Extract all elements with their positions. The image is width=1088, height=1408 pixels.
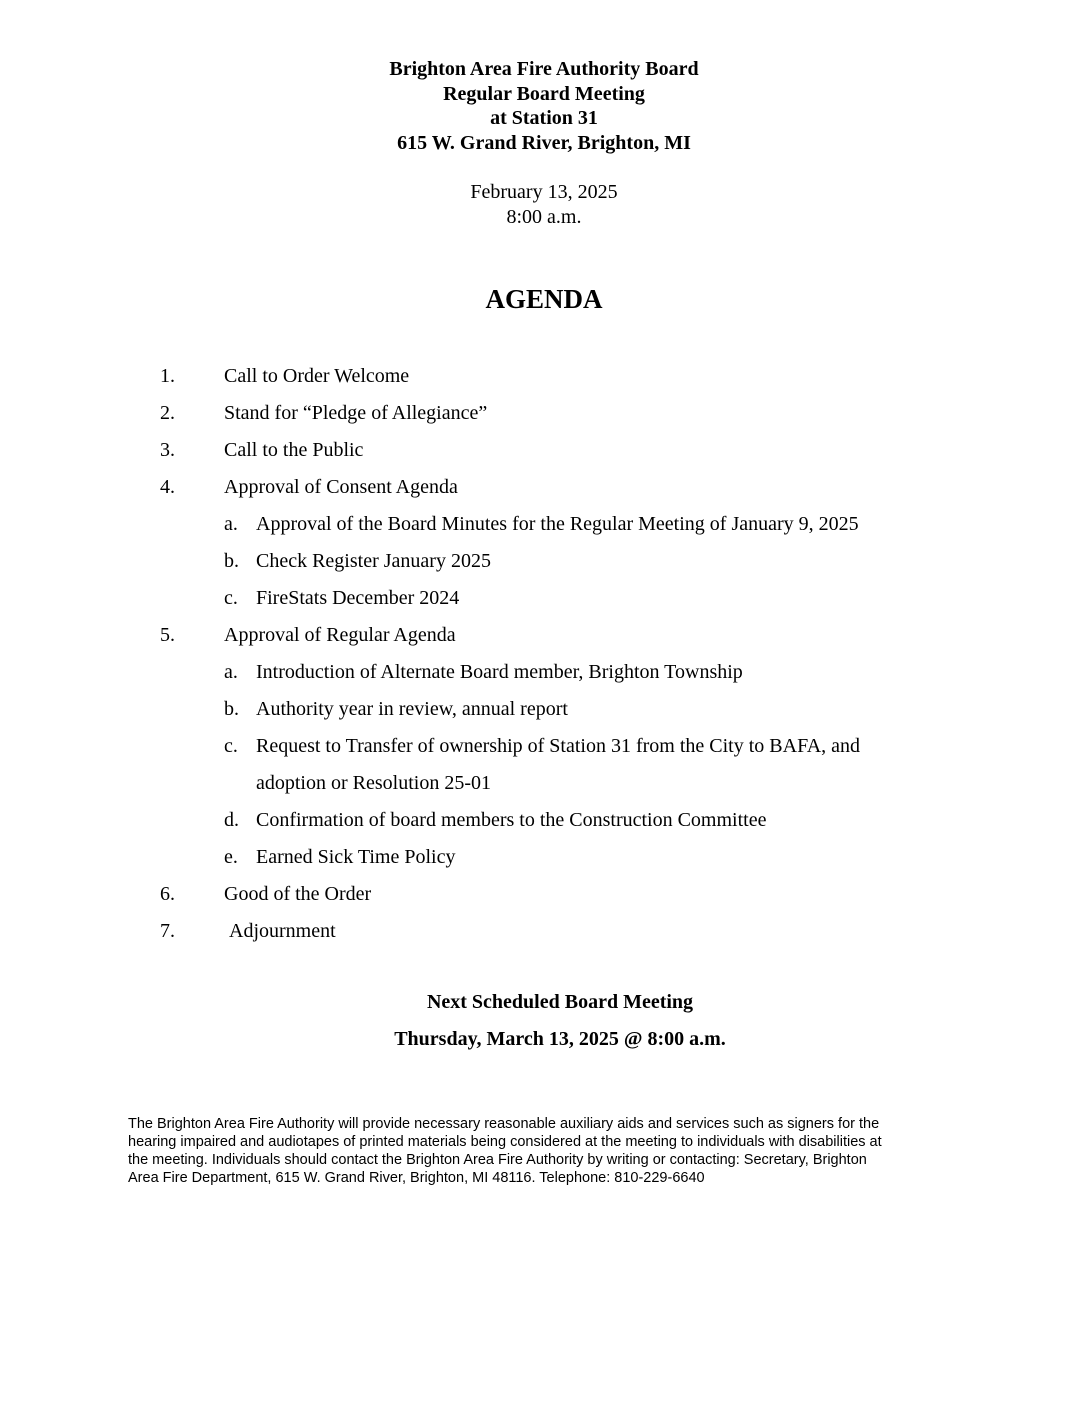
subitem-letter: b. (224, 550, 239, 572)
subitem-letter: c. (224, 735, 238, 757)
item-number: 1. (160, 365, 175, 387)
next-meeting-section (0, 989, 1088, 1063)
subitem-text: Confirmation of board members to the Construction Committee (256, 809, 767, 831)
agenda-subitem (0, 548, 1088, 585)
agenda-subitem (0, 807, 1088, 844)
item-text: Adjournment (229, 920, 336, 942)
subitem-text: Approval of the Board Minutes for the Regular Meeting of January 9, 2025 (256, 513, 859, 535)
subitem-letter: d. (224, 809, 239, 831)
subitem-letter: b. (224, 698, 239, 720)
meeting-date: February 13, 2025 (470, 181, 618, 203)
agenda-subitem (0, 659, 1088, 696)
subitem-text: Earned Sick Time Policy (256, 846, 456, 868)
header-location: at Station 31 (490, 107, 598, 130)
subitem-text: Authority year in review, annual report (256, 698, 568, 720)
agenda-subitem (0, 696, 1088, 733)
header-address: 615 W. Grand River, Brighton, MI (397, 131, 691, 154)
subitem-text-continuation: adoption or Resolution 25-01 (256, 772, 491, 794)
agenda-subitem (0, 844, 1088, 881)
meeting-time: 8:00 a.m. (506, 205, 582, 228)
item-number: 7. (160, 920, 175, 942)
subitem-letter: a. (224, 661, 238, 683)
item-text: Approval of Regular Agenda (224, 624, 456, 646)
subitem-text: Introduction of Alternate Board member, Brighton Township (256, 661, 743, 683)
item-text: Approval of Consent Agenda (224, 476, 458, 498)
agenda-subitem (0, 585, 1088, 622)
agenda-item (0, 437, 1088, 474)
header-meeting-type: Regular Board Meeting (443, 82, 645, 105)
agenda-subitem-continuation (0, 770, 1088, 807)
item-number: 2. (160, 402, 175, 424)
accessibility-notice (128, 1115, 978, 1187)
notice-line: hearing impaired and audiotapes of printed materials being considered at the meeting to individuals with disabilities at (128, 1134, 882, 1150)
subitem-letter: e. (224, 846, 238, 868)
agenda-item (0, 400, 1088, 437)
item-number: 5. (160, 624, 175, 646)
subitem-letter: a. (224, 513, 238, 535)
subitem-text: FireStats December 2024 (256, 587, 460, 609)
subitem-letter: c. (224, 587, 238, 609)
item-number: 6. (160, 883, 175, 905)
notice-line: Area Fire Department, 615 W. Grand River, Brighton, MI 48116. Telephone: 810-229-6640 (128, 1170, 705, 1186)
header-organization: Brighton Area Fire Authority Board (389, 58, 699, 80)
item-text: Good of the Order (224, 883, 372, 905)
notice-line: the meeting. Individuals should contact the Brighton Area Fire Authority by writing or contacting: Secretary, Brighton (128, 1152, 867, 1168)
agenda-item (0, 474, 1088, 511)
agenda-item (0, 881, 1088, 918)
agenda-list (0, 363, 1088, 955)
meeting-datetime (0, 180, 1088, 229)
agenda-subitem (0, 511, 1088, 548)
subitem-text: Request to Transfer of ownership of Station 31 from the City to BAFA, and (256, 735, 861, 757)
agenda-item (0, 622, 1088, 659)
item-text: Call to Order Welcome (224, 365, 410, 387)
item-number: 4. (160, 476, 175, 498)
agenda-title: AGENDA (485, 284, 603, 314)
subitem-text: Check Register January 2025 (256, 550, 491, 572)
item-number: 3. (160, 439, 175, 461)
item-text: Stand for “Pledge of Allegiance” (224, 402, 488, 424)
item-text: Call to the Public (224, 439, 364, 461)
document-header (0, 57, 1088, 155)
next-meeting-datetime: Thursday, March 13, 2025 @ 8:00 a.m. (394, 1028, 726, 1050)
notice-line: The Brighton Area Fire Authority will provide necessary reasonable auxiliary aids and services such as signers for the (128, 1116, 880, 1132)
agenda-item (0, 363, 1088, 400)
agenda-subitem (0, 733, 1088, 770)
next-meeting-heading: Next Scheduled Board Meeting (426, 991, 694, 1013)
agenda-item (0, 918, 1088, 955)
